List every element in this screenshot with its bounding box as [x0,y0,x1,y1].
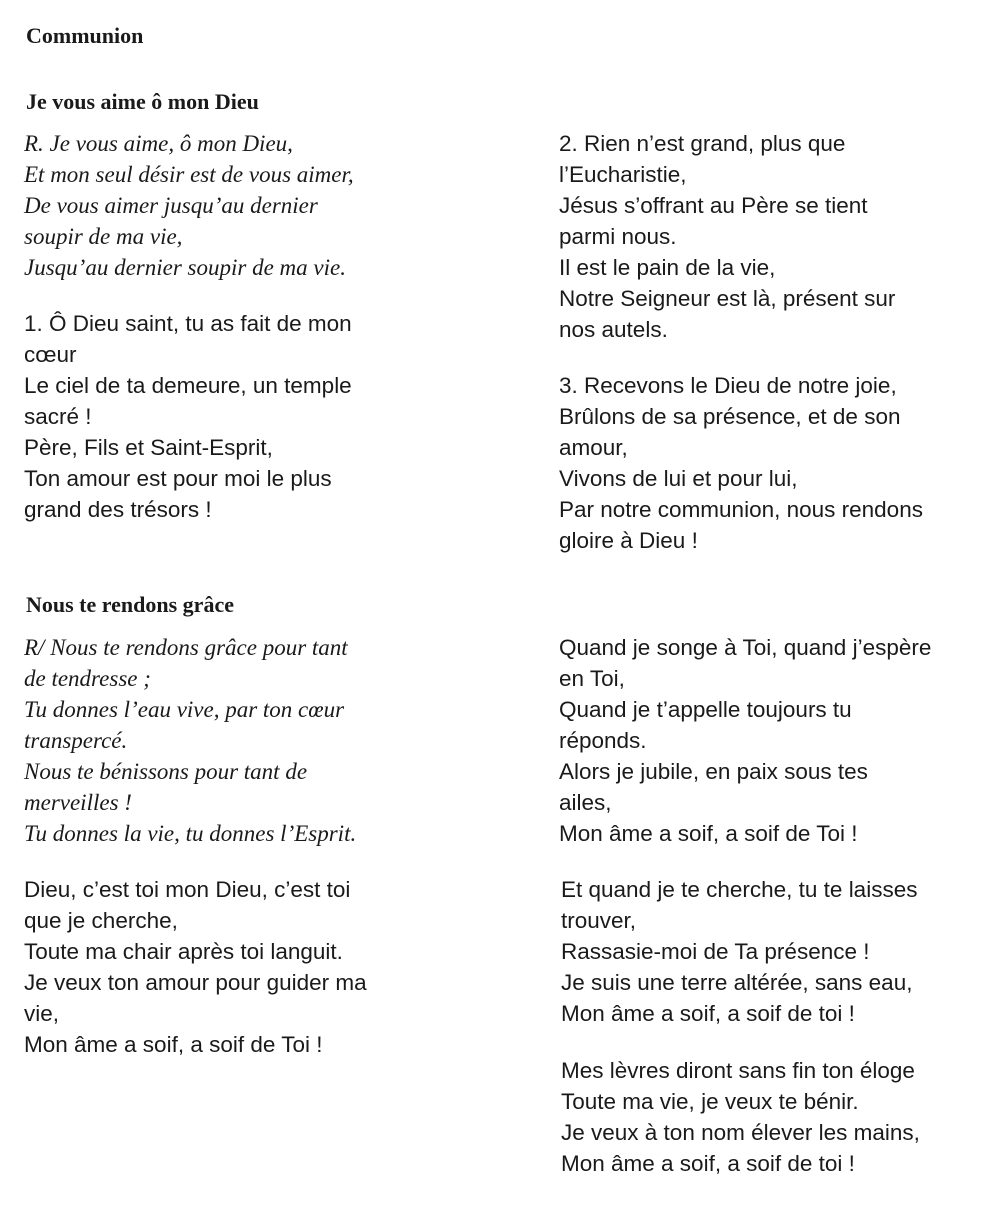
song2-refrain: R/ Nous te rendons grâce pour tant de tendresse ; Tu donnes l’eau vive, par ton cœur transpercé. Nous te bénissons pour tant de merveilles ! Tu donnes la vie, tu donnes l’Esprit. [24,635,357,846]
song1-title: Je vous aime ô mon Dieu [26,89,259,114]
song1-verse-3: 3. Recevons le Dieu de notre joie, Brûlons de sa présence, et de son amour, Vivons de lui et pour lui, Par notre communion, nous rendons gloire à Dieu ! [559,373,923,553]
page-title: Communion [26,23,144,48]
song2-verse-2: Quand je songe à Toi, quand j’espère en Toi, Quand je t’appelle toujours tu réponds. Alors je jubile, en paix sous tes ailes, Mon âme a soif, a soif de Toi ! [559,635,932,846]
song2-verse-1: Dieu, c’est toi mon Dieu, c’est toi que je cherche, Toute ma chair après toi languit. Je veux ton amour pour guider ma vie, Mon âme a soif, a soif de Toi ! [24,877,367,1057]
song1-verse-2: 2. Rien n’est grand, plus que l’Eucharistie, Jésus s’offrant au Père se tient parmi nous. Il est le pain de la vie, Notre Seigneur est là, présent sur nos autels. [559,131,896,342]
song1-refrain: R. Je vous aime, ô mon Dieu, Et mon seul désir est de vous aimer, De vous aimer jusqu’au dernier soupir de ma vie, Jusqu’au dernier soupir de ma vie. [24,131,354,280]
song2-verse-4: Mes lèvres diront sans fin ton éloge Toute ma vie, je veux te bénir. Je veux à ton nom élever les mains, Mon âme a soif, a soif de toi ! [561,1058,920,1176]
song2-verse-3: Et quand je te cherche, tu te laisses trouver, Rassasie-moi de Ta présence ! Je suis une terre altérée, sans eau, Mon âme a soif, a soif de toi ! [561,877,918,1026]
song2-title: Nous te rendons grâce [26,592,234,617]
song1-verse-1: 1. Ô Dieu saint, tu as fait de mon cœur Le ciel de ta demeure, un temple sacré ! Père, Fils et Saint-Esprit, Ton amour est pour moi le plus grand des trésors ! [24,311,352,522]
